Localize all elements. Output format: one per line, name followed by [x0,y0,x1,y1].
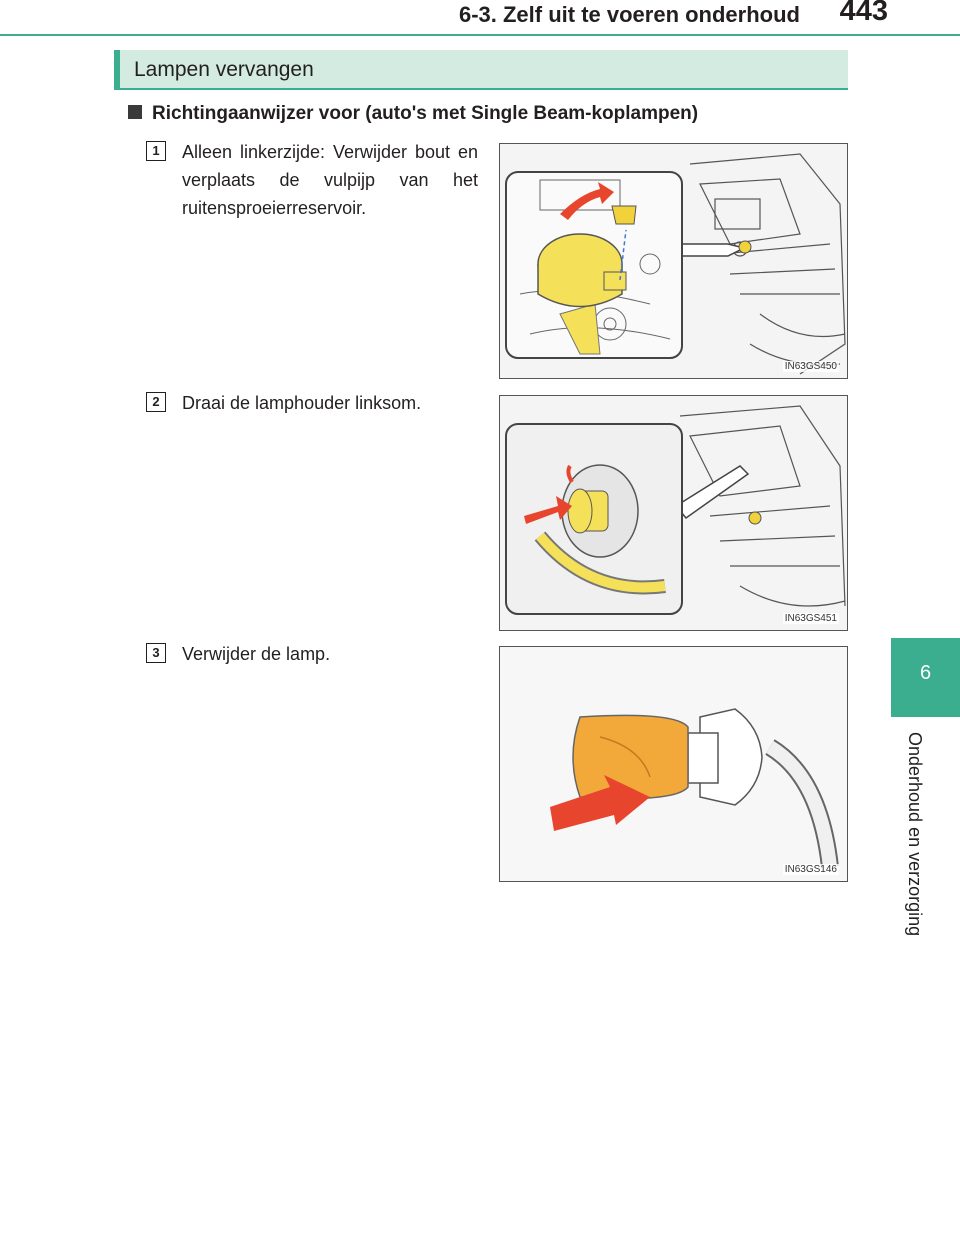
subheading [128,100,848,130]
figure-remove-bolt [499,143,848,379]
engine-bay-illustration [500,144,848,379]
figure-code: IN63GS450 [784,361,837,372]
header-rule [0,34,960,36]
figure-turn-socket [499,395,848,631]
step-text-3: Verwijder de lamp. [182,644,331,664]
bullet-square-icon [128,105,142,119]
figure-code: IN63GS146 [784,864,837,875]
section-title: Lampen vervangen [134,58,314,81]
step-text-1: Alleen linkerzijde: Verwijder bout en verplaats de vulpijp van het ruitensproeierreservoir. [182,142,478,218]
bulb-illustration [500,647,848,882]
figure-code: IN63GS451 [784,613,837,624]
step-number-3: 3 [146,643,166,663]
page-number: 443 [839,0,888,27]
step-number-2: 2 [146,392,166,412]
section-header [114,50,848,90]
socket-illustration [500,396,848,631]
figure-remove-bulb [499,646,848,882]
running-header: 6-3. Zelf uit te voeren onderhoud [458,2,800,27]
step-text-2: Draai de lamphouder linksom. [182,393,422,413]
chapter-number: 6 [919,662,932,684]
chapter-title: Onderhoud en verzorging [905,732,925,937]
chapter-tab[interactable] [891,638,960,717]
step-number-1: 1 [146,141,166,161]
subheading-text: Richtingaanwijzer voor (auto's met Single Beam-koplampen) [152,103,699,124]
